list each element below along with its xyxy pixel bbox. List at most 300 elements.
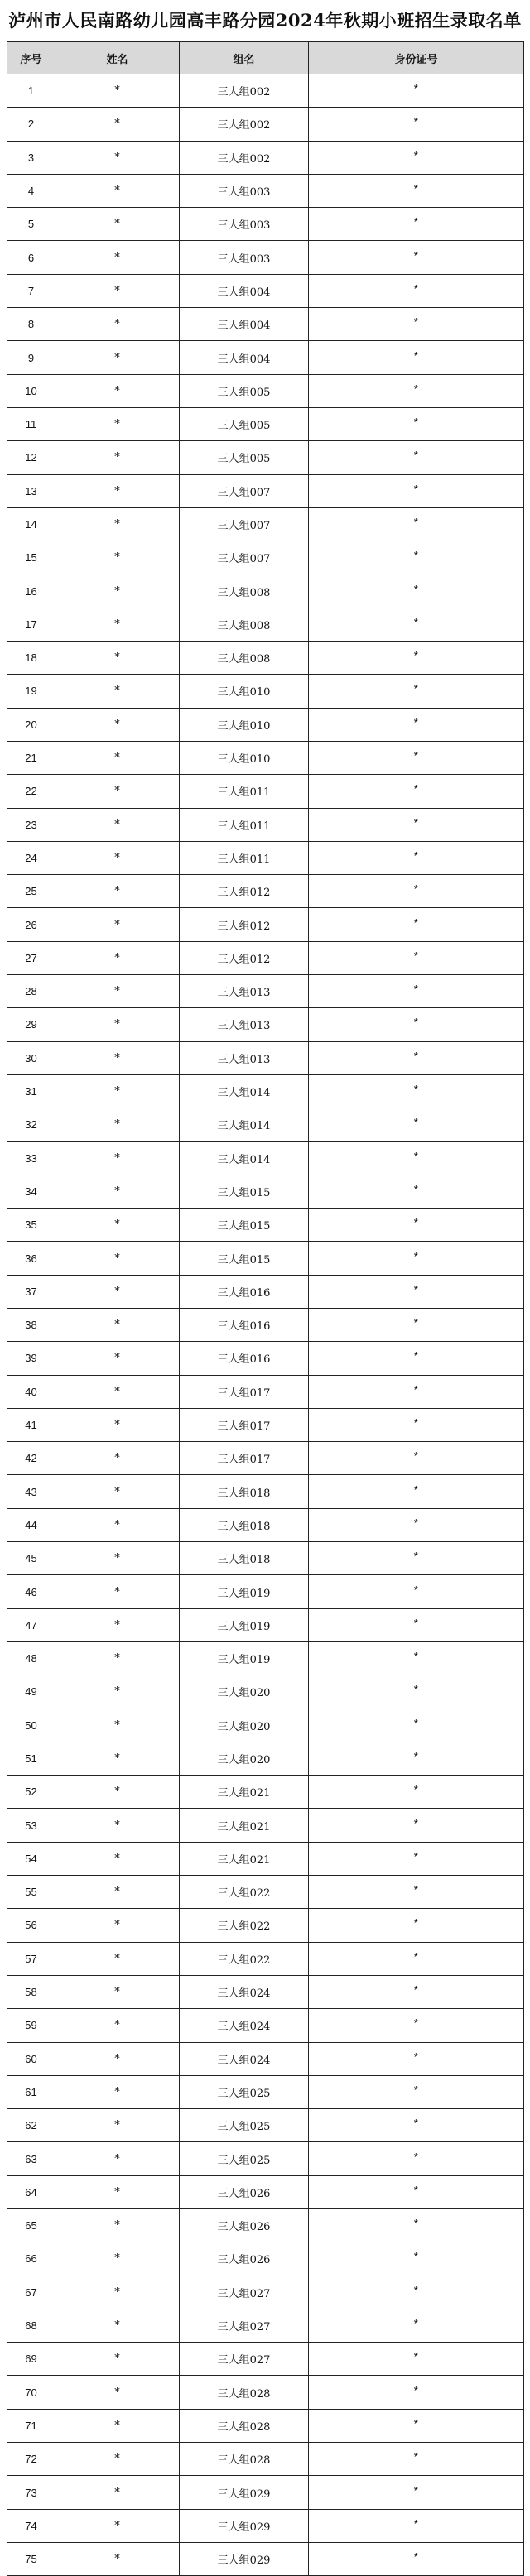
table-row [7, 1876, 524, 1909]
row-number-cell: 51 [7, 1742, 55, 1775]
id-number-cell: * [309, 574, 524, 608]
name-cell: * [55, 2175, 180, 2208]
id-number-cell: * [309, 1442, 524, 1475]
table-row [7, 308, 524, 341]
table-row [7, 2009, 524, 2042]
table-row [7, 841, 524, 874]
name-cell: * [55, 775, 180, 808]
name-cell: * [55, 2109, 180, 2142]
id-number-cell: * [309, 2542, 524, 2575]
id-number-cell: * [309, 374, 524, 407]
id-number-cell: * [309, 608, 524, 641]
name-cell: * [55, 2242, 180, 2276]
table-row [7, 174, 524, 207]
id-number-cell: * [309, 2142, 524, 2175]
group-cell: 三人组024 [180, 2009, 309, 2042]
name-cell: * [55, 675, 180, 708]
table-row [7, 908, 524, 941]
table-row [7, 2443, 524, 2476]
row-number-cell: 41 [7, 1408, 55, 1441]
table-row [7, 1975, 524, 2008]
group-cell: 三人组028 [180, 2409, 309, 2442]
table-row [7, 1442, 524, 1475]
table-row [7, 1742, 524, 1775]
id-number-cell: * [309, 474, 524, 507]
row-number-cell: 30 [7, 1041, 55, 1074]
group-cell: 三人组020 [180, 1709, 309, 1742]
group-cell: 三人组007 [180, 507, 309, 541]
id-number-cell: * [309, 1876, 524, 1909]
table-row [7, 2542, 524, 2575]
group-cell: 三人组025 [180, 2075, 309, 2108]
name-cell: * [55, 875, 180, 908]
table-row [7, 2409, 524, 2442]
id-number-cell: * [309, 1575, 524, 1608]
row-number-cell: 34 [7, 1175, 55, 1208]
id-number-cell: * [309, 141, 524, 174]
row-number-cell: 35 [7, 1209, 55, 1242]
table-row [7, 374, 524, 407]
group-cell: 三人组005 [180, 374, 309, 407]
id-number-cell: * [309, 1508, 524, 1541]
id-number-cell: * [309, 2409, 524, 2442]
table-row [7, 341, 524, 374]
row-number-cell: 24 [7, 841, 55, 874]
row-number-cell: 21 [7, 741, 55, 774]
name-cell: * [55, 2542, 180, 2575]
table-row [7, 141, 524, 174]
row-number-cell: 8 [7, 308, 55, 341]
row-number-cell: 15 [7, 541, 55, 574]
name-cell: * [55, 1108, 180, 1141]
group-cell: 三人组008 [180, 608, 309, 641]
group-cell: 三人组024 [180, 1975, 309, 2008]
table-row [7, 1141, 524, 1175]
header-no: 序号 [7, 42, 55, 74]
row-number-cell: 71 [7, 2409, 55, 2442]
table-row [7, 74, 524, 108]
table-row [7, 1375, 524, 1408]
id-number-cell: * [309, 975, 524, 1008]
group-cell: 三人组010 [180, 708, 309, 741]
name-cell: * [55, 2476, 180, 2509]
table-row [7, 1641, 524, 1675]
group-cell: 三人组015 [180, 1209, 309, 1242]
table-row [7, 108, 524, 141]
table-row [7, 1942, 524, 1975]
row-number-cell: 37 [7, 1275, 55, 1308]
row-number-cell: 4 [7, 174, 55, 207]
group-cell: 三人组029 [180, 2509, 309, 2542]
name-cell: * [55, 2009, 180, 2042]
row-number-cell: 19 [7, 675, 55, 708]
row-number-cell: 13 [7, 474, 55, 507]
row-number-cell: 58 [7, 1975, 55, 2008]
group-cell: 三人组012 [180, 941, 309, 974]
id-number-cell: * [309, 541, 524, 574]
table-row [7, 1041, 524, 1074]
id-number-cell: * [309, 2276, 524, 2309]
row-number-cell: 75 [7, 2542, 55, 2575]
table-row [7, 2109, 524, 2142]
id-number-cell: * [309, 1542, 524, 1575]
id-number-cell: * [309, 875, 524, 908]
id-number-cell: * [309, 2376, 524, 2409]
name-cell: * [55, 841, 180, 874]
table-row [7, 441, 524, 474]
name-cell: * [55, 474, 180, 507]
name-cell: * [55, 2443, 180, 2476]
group-cell: 三人组014 [180, 1108, 309, 1141]
id-number-cell: * [309, 2343, 524, 2376]
group-cell: 三人组015 [180, 1242, 309, 1275]
group-cell: 三人组022 [180, 1909, 309, 1942]
id-number-cell: * [309, 1108, 524, 1141]
table-row [7, 1508, 524, 1541]
group-cell: 三人组008 [180, 574, 309, 608]
group-cell: 三人组028 [180, 2376, 309, 2409]
id-number-cell: * [309, 1242, 524, 1275]
name-cell: * [55, 1008, 180, 1041]
group-cell: 三人组005 [180, 407, 309, 440]
row-number-cell: 60 [7, 2042, 55, 2075]
table-row [7, 574, 524, 608]
group-cell: 三人组013 [180, 975, 309, 1008]
row-number-cell: 28 [7, 975, 55, 1008]
table-row [7, 2042, 524, 2075]
group-cell: 三人组020 [180, 1742, 309, 1775]
group-cell: 三人组017 [180, 1442, 309, 1475]
group-cell: 三人组016 [180, 1342, 309, 1375]
id-number-cell: * [309, 1608, 524, 1641]
group-cell: 三人组002 [180, 74, 309, 108]
header-name: 姓名 [55, 42, 180, 74]
id-number-cell: * [309, 507, 524, 541]
name-cell: * [55, 708, 180, 741]
table-row [7, 208, 524, 241]
row-number-cell: 39 [7, 1342, 55, 1375]
id-number-cell: * [309, 2309, 524, 2342]
group-cell: 三人组021 [180, 1776, 309, 1809]
group-cell: 三人组003 [180, 241, 309, 274]
id-number-cell: * [309, 2509, 524, 2542]
group-cell: 三人组019 [180, 1608, 309, 1641]
row-number-cell: 26 [7, 908, 55, 941]
row-number-cell: 52 [7, 1776, 55, 1809]
row-number-cell: 3 [7, 141, 55, 174]
name-cell: * [55, 1809, 180, 1842]
group-cell: 三人组004 [180, 274, 309, 307]
name-cell: * [55, 574, 180, 608]
table-row [7, 1308, 524, 1341]
id-number-cell: * [309, 1141, 524, 1175]
row-number-cell: 6 [7, 241, 55, 274]
id-number-cell: * [309, 1041, 524, 1074]
row-number-cell: 11 [7, 407, 55, 440]
group-cell: 三人组027 [180, 2343, 309, 2376]
table-row [7, 1342, 524, 1375]
row-number-cell: 57 [7, 1942, 55, 1975]
row-number-cell: 16 [7, 574, 55, 608]
row-number-cell: 9 [7, 341, 55, 374]
group-cell: 三人组007 [180, 474, 309, 507]
name-cell: * [55, 1242, 180, 1275]
group-cell: 三人组008 [180, 642, 309, 675]
name-cell: * [55, 808, 180, 841]
group-cell: 三人组016 [180, 1275, 309, 1308]
row-number-cell: 62 [7, 2109, 55, 2142]
table-row [7, 2309, 524, 2342]
table-row [7, 2242, 524, 2276]
name-cell: * [55, 1909, 180, 1942]
table-row [7, 608, 524, 641]
name-cell: * [55, 1275, 180, 1308]
id-number-cell: * [309, 308, 524, 341]
name-cell: * [55, 1342, 180, 1375]
row-number-cell: 46 [7, 1575, 55, 1608]
row-number-cell: 31 [7, 1074, 55, 1108]
name-cell: * [55, 1209, 180, 1242]
group-cell: 三人组021 [180, 1809, 309, 1842]
row-number-cell: 29 [7, 1008, 55, 1041]
id-number-cell: * [309, 1175, 524, 1208]
table-row [7, 642, 524, 675]
name-cell: * [55, 1608, 180, 1641]
row-number-cell: 61 [7, 2075, 55, 2108]
row-number-cell: 54 [7, 1842, 55, 1875]
row-number-cell: 67 [7, 2276, 55, 2309]
group-cell: 三人组026 [180, 2242, 309, 2276]
group-cell: 三人组027 [180, 2276, 309, 2309]
row-number-cell: 68 [7, 2309, 55, 2342]
id-number-cell: * [309, 174, 524, 207]
row-number-cell: 33 [7, 1141, 55, 1175]
group-cell: 三人组022 [180, 1942, 309, 1975]
group-cell: 三人组026 [180, 2209, 309, 2242]
name-cell: * [55, 507, 180, 541]
name-cell: * [55, 208, 180, 241]
name-cell: * [55, 2376, 180, 2409]
name-cell: * [55, 308, 180, 341]
table-row [7, 2476, 524, 2509]
group-cell: 三人组011 [180, 775, 309, 808]
id-number-cell: * [309, 941, 524, 974]
id-number-cell: * [309, 1275, 524, 1308]
row-number-cell: 65 [7, 2209, 55, 2242]
group-cell: 三人组025 [180, 2109, 309, 2142]
id-number-cell: * [309, 2175, 524, 2208]
row-number-cell: 55 [7, 1876, 55, 1909]
table-row [7, 1275, 524, 1308]
name-cell: * [55, 441, 180, 474]
id-number-cell: * [309, 1942, 524, 1975]
name-cell: * [55, 1442, 180, 1475]
table-row [7, 2075, 524, 2108]
name-cell: * [55, 141, 180, 174]
id-number-cell: * [309, 741, 524, 774]
table-row [7, 808, 524, 841]
group-cell: 三人组004 [180, 308, 309, 341]
group-cell: 三人组022 [180, 1876, 309, 1909]
row-number-cell: 70 [7, 2376, 55, 2409]
id-number-cell: * [309, 775, 524, 808]
row-number-cell: 17 [7, 608, 55, 641]
name-cell: * [55, 108, 180, 141]
row-number-cell: 14 [7, 507, 55, 541]
table-row [7, 941, 524, 974]
table-row [7, 1408, 524, 1441]
row-number-cell: 73 [7, 2476, 55, 2509]
group-cell: 三人组005 [180, 441, 309, 474]
group-cell: 三人组028 [180, 2443, 309, 2476]
name-cell: * [55, 1408, 180, 1441]
row-number-cell: 50 [7, 1709, 55, 1742]
table-row [7, 1175, 524, 1208]
name-cell: * [55, 608, 180, 641]
row-number-cell: 59 [7, 2009, 55, 2042]
id-number-cell: * [309, 675, 524, 708]
name-cell: * [55, 2309, 180, 2342]
table-row [7, 407, 524, 440]
name-cell: * [55, 1942, 180, 1975]
id-number-cell: * [309, 208, 524, 241]
group-cell: 三人组002 [180, 108, 309, 141]
name-cell: * [55, 407, 180, 440]
name-cell: * [55, 741, 180, 774]
group-cell: 三人组013 [180, 1041, 309, 1074]
name-cell: * [55, 1375, 180, 1408]
group-cell: 三人组007 [180, 541, 309, 574]
group-cell: 三人组027 [180, 2309, 309, 2342]
row-number-cell: 64 [7, 2175, 55, 2208]
id-number-cell: * [309, 441, 524, 474]
name-cell: * [55, 1675, 180, 1709]
group-cell: 三人组019 [180, 1575, 309, 1608]
table-row [7, 875, 524, 908]
group-cell: 三人组018 [180, 1542, 309, 1575]
table-row [7, 1709, 524, 1742]
id-number-cell: * [309, 1709, 524, 1742]
row-number-cell: 23 [7, 808, 55, 841]
name-cell: * [55, 1141, 180, 1175]
id-number-cell: * [309, 1742, 524, 1775]
id-number-cell: * [309, 341, 524, 374]
table-row [7, 1776, 524, 1809]
group-cell: 三人组019 [180, 1641, 309, 1675]
group-cell: 三人组011 [180, 808, 309, 841]
id-number-cell: * [309, 841, 524, 874]
admission-list-document [7, 0, 523, 2576]
group-cell: 三人组029 [180, 2542, 309, 2575]
name-cell: * [55, 908, 180, 941]
row-number-cell: 27 [7, 941, 55, 974]
name-cell: * [55, 341, 180, 374]
row-number-cell: 2 [7, 108, 55, 141]
table-row [7, 708, 524, 741]
id-number-cell: * [309, 1641, 524, 1675]
table-row [7, 2376, 524, 2409]
table-row [7, 1909, 524, 1942]
name-cell: * [55, 1709, 180, 1742]
name-cell: * [55, 941, 180, 974]
table-row [7, 675, 524, 708]
table-body [7, 74, 524, 2576]
row-number-cell: 5 [7, 208, 55, 241]
name-cell: * [55, 541, 180, 574]
table-row [7, 1575, 524, 1608]
id-number-cell: * [309, 407, 524, 440]
group-cell: 三人组017 [180, 1408, 309, 1441]
id-number-cell: * [309, 1308, 524, 1341]
row-number-cell: 43 [7, 1475, 55, 1508]
name-cell: * [55, 1975, 180, 2008]
name-cell: * [55, 1542, 180, 1575]
table-row [7, 474, 524, 507]
name-cell: * [55, 2509, 180, 2542]
id-number-cell: * [309, 642, 524, 675]
group-cell: 三人组011 [180, 841, 309, 874]
id-number-cell: * [309, 808, 524, 841]
row-number-cell: 45 [7, 1542, 55, 1575]
group-cell: 三人组018 [180, 1508, 309, 1541]
row-number-cell: 20 [7, 708, 55, 741]
id-number-cell: * [309, 2476, 524, 2509]
name-cell: * [55, 1175, 180, 1208]
table-row [7, 2509, 524, 2542]
row-number-cell: 36 [7, 1242, 55, 1275]
id-number-cell: * [309, 274, 524, 307]
group-cell: 三人组014 [180, 1074, 309, 1108]
name-cell: * [55, 241, 180, 274]
id-number-cell: * [309, 1776, 524, 1809]
row-number-cell: 44 [7, 1508, 55, 1541]
id-number-cell: * [309, 241, 524, 274]
name-cell: * [55, 2343, 180, 2376]
table-row [7, 1242, 524, 1275]
name-cell: * [55, 1074, 180, 1108]
row-number-cell: 18 [7, 642, 55, 675]
id-number-cell: * [309, 1375, 524, 1408]
name-cell: * [55, 1508, 180, 1541]
table-row [7, 2276, 524, 2309]
id-number-cell: * [309, 1074, 524, 1108]
group-cell: 三人组002 [180, 141, 309, 174]
table-row [7, 274, 524, 307]
table-row [7, 2142, 524, 2175]
name-cell: * [55, 174, 180, 207]
row-number-cell: 32 [7, 1108, 55, 1141]
group-cell: 三人组015 [180, 1175, 309, 1208]
row-number-cell: 53 [7, 1809, 55, 1842]
group-cell: 三人组018 [180, 1475, 309, 1508]
id-number-cell: * [309, 1008, 524, 1041]
id-number-cell: * [309, 2075, 524, 2108]
table-row [7, 1108, 524, 1141]
name-cell: * [55, 1742, 180, 1775]
name-cell: * [55, 1641, 180, 1675]
name-cell: * [55, 374, 180, 407]
group-cell: 三人组003 [180, 174, 309, 207]
id-number-cell: * [309, 2042, 524, 2075]
table-row [7, 1809, 524, 1842]
table-row [7, 541, 524, 574]
table-row [7, 507, 524, 541]
id-number-cell: * [309, 1842, 524, 1875]
name-cell: * [55, 274, 180, 307]
group-cell: 三人组029 [180, 2476, 309, 2509]
name-cell: * [55, 74, 180, 108]
id-number-cell: * [309, 1809, 524, 1842]
